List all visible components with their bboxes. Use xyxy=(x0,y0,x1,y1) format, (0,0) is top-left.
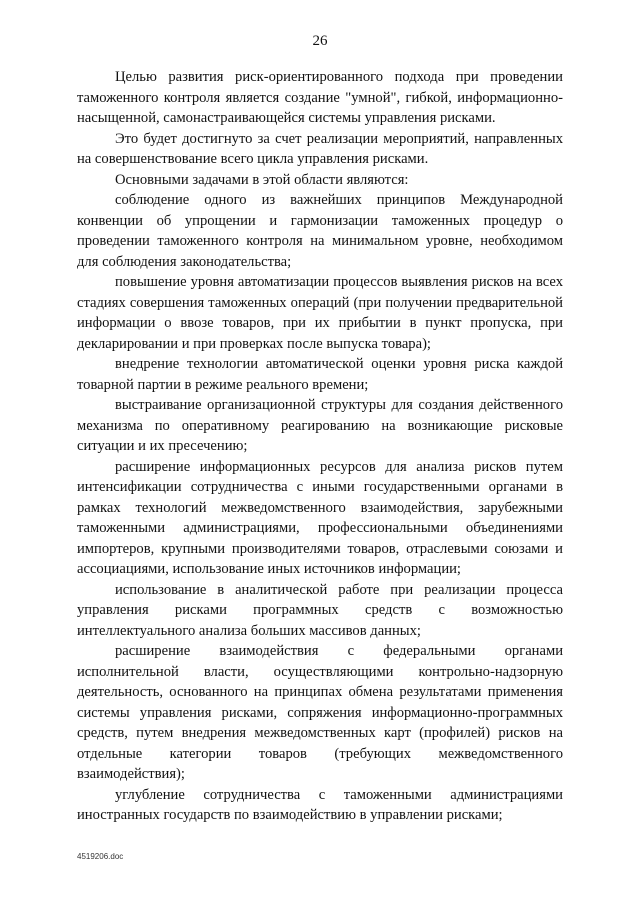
paragraph-achievement: Это будет достигнуто за счет реализации мероприятий, направленных на совершенствование всего цикла управления рисками. xyxy=(77,130,563,167)
footer-filename: 4519206.doc xyxy=(77,852,124,861)
task-item-automation: повышение уровня автоматизации процессов выявления рисков на всех стадиях совершения таможенных операций (при получении предварительной информации о ввозе товаров, при их прибытии в пункт пропуска, при декларировании и при проверках после выпуска товара); xyxy=(77,274,563,352)
task-item-info-resources: расширение информационных ресурсов для анализа рисков путем интенсификации сотрудничества с иными государственными органами в рамках технологий межведомственного взаимодействия, зарубежными таможенными администрациями, профессиональными объединениями импортеров, крупными производителями товаров, отраслевыми союзами и ассоциациями, использование иных источников информации; xyxy=(77,458,563,577)
page-number: 26 xyxy=(312,33,328,49)
document-body xyxy=(77,67,563,826)
task-item-org-structure: выстраивание организационной структуры для создания действенного механизма по оперативному реагированию на возникающие рисковые ситуации и их пресечению; xyxy=(77,397,563,454)
task-item-convention: соблюдение одного из важнейших принципов Международной конвенции об упрощении и гармонизации таможенных процедур о проведении таможенного контроля на минимальном уровне, необходимом для соблюдения законодательства; xyxy=(77,192,563,270)
task-item-software: использование в аналитической работе при реализации процесса управления рисками программных средств с возможностью интеллектуального анализа больших массивов данных; xyxy=(77,581,563,639)
task-item-foreign-cooperation: углубление сотрудничества с таможенными администрациями иностранных государств по взаимодействию в управлении рисками; xyxy=(77,786,563,823)
task-item-federal-cooperation: расширение взаимодействия с федеральными органами исполнительной власти, осуществляющими контрольно-надзорную деятельность, основанного на принципах обмена результатами применения системы управления рисками, сопряжения информационно-программных средств, путем внедрения межведомственных карт (профилей) рисков на отдельные категории товаров (требующих межведомственного взаимодействия); xyxy=(77,643,563,782)
paragraph-tasks-intro: Основными задачами в этой области являются: xyxy=(115,171,409,188)
paragraph-goal: Целью развития риск-ориентированного подхода при проведении таможенного контроля является создание "умной", гибкой, информационно-насыщенной, самонастраивающейся системы управления рисками. xyxy=(77,69,563,126)
task-item-auto-assessment: внедрение технологии автоматической оценки уровня риска каждой товарной партии в режиме реального времени; xyxy=(77,356,563,393)
